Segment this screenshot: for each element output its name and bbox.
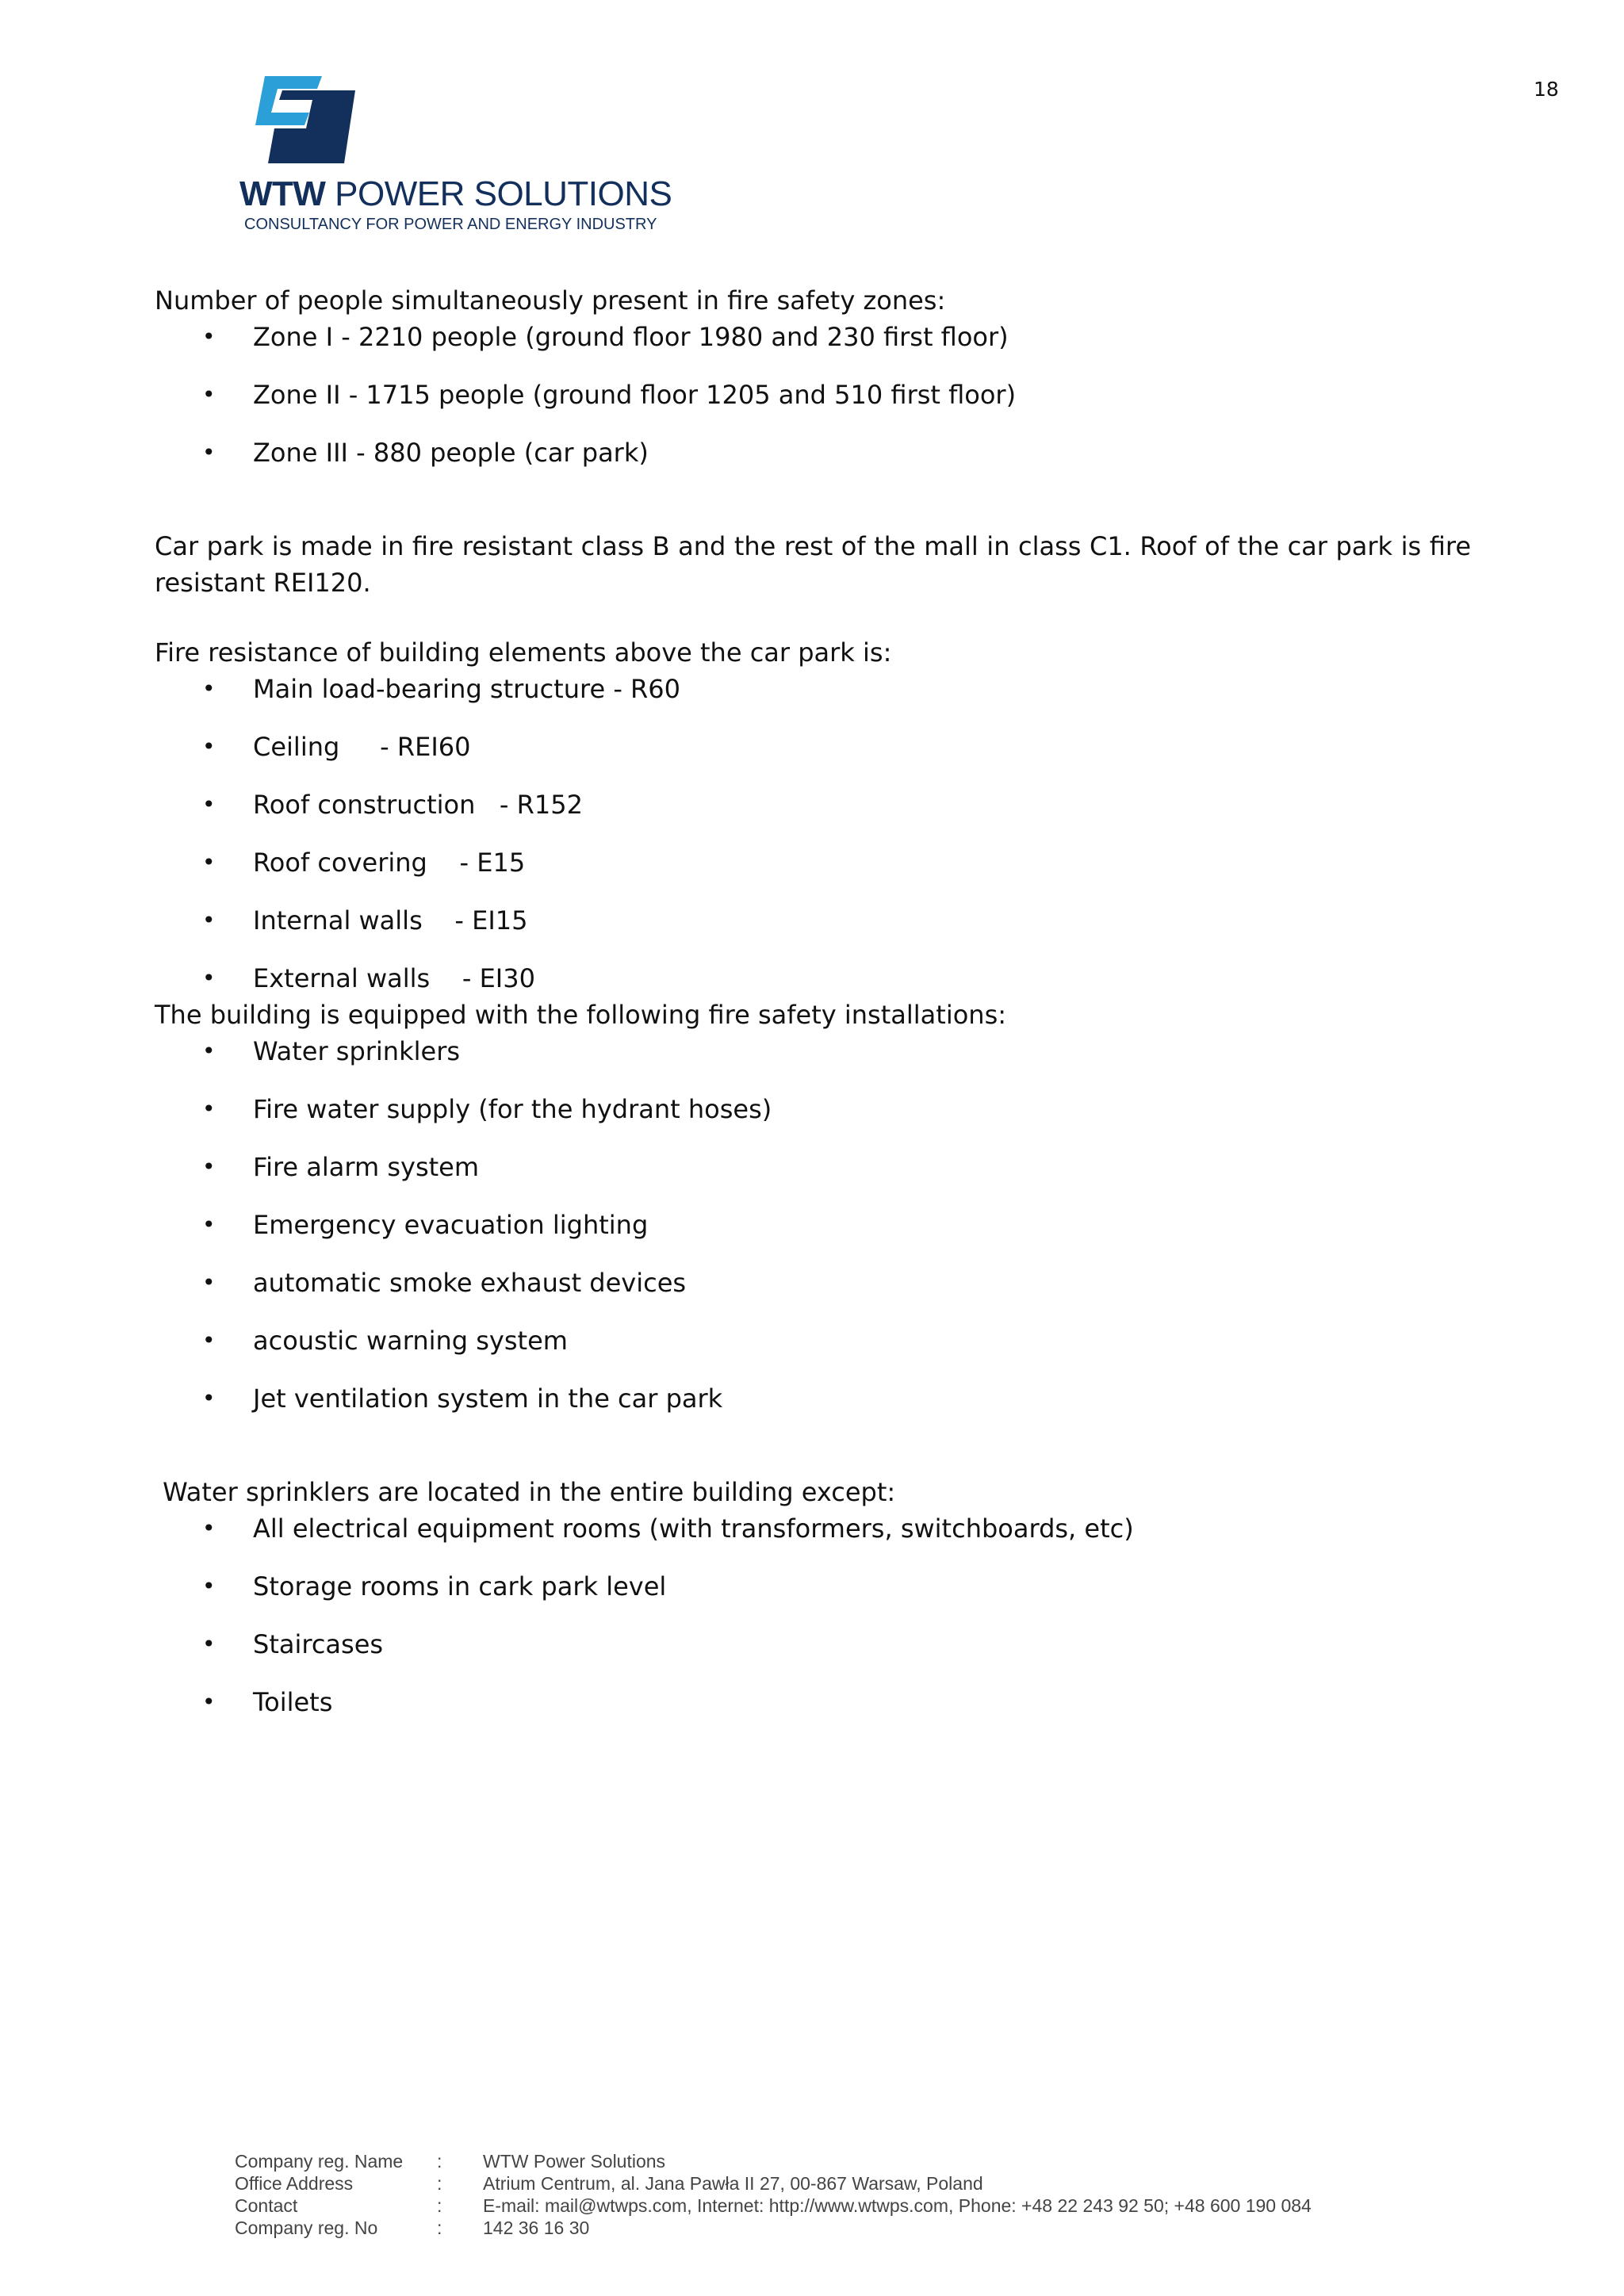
bullet-icon: • [202,1096,216,1122]
bullet-icon: • [202,907,216,933]
footer-colon: : [437,2218,442,2238]
bullet-icon: • [202,1038,216,1064]
list-item: • acoustic warning system [155,1322,1471,1359]
page-number: 18 [1534,78,1559,101]
bullet-icon: • [202,1385,216,1411]
company-logo [239,76,684,235]
footer-row [235,2195,1312,2217]
list-item: • Fire alarm system [155,1149,1471,1185]
footer-colon: : [437,2195,442,2216]
list-item: • Roof construction - R152 [155,786,1471,823]
footer-label: Company reg. No [235,2218,378,2238]
footer-value: 142 36 16 30 [483,2218,590,2238]
bullet-icon: • [202,381,216,408]
list-item: • Fire water supply (for the hydrant hoses) [155,1091,1471,1127]
list-item: • Internal walls - EI15 [155,902,1471,939]
bullet-list [155,1033,1471,1417]
list-item: • All electrical equipment rooms (with transformers, switchboards, etc) [155,1510,1471,1547]
bullet-icon: • [202,439,216,465]
bullet-icon: • [202,965,216,991]
bullet-icon: • [202,1515,216,1541]
bullet-icon: • [202,1573,216,1599]
list-item: • Water sprinklers [155,1033,1471,1070]
bullet-icon: • [202,1154,216,1180]
bullet-icon: • [202,733,216,760]
section-heading: The building is equipped with the following fire safety installations: [155,1000,1007,1030]
footer-value: Atrium Centrum, al. Jana Pawła II 27, 00-867 Warsaw, Poland [483,2173,983,2194]
footer-label: Contact [235,2195,298,2216]
bullet-icon: • [202,1689,216,1715]
footer-row [235,2217,1312,2239]
bullet-list [155,1510,1471,1720]
list-item: • Storage rooms in cark park level [155,1568,1471,1605]
list-item: • Ceiling - REI60 [155,729,1471,765]
list-item: • External walls - EI30 [155,960,1471,997]
bullet-list [155,319,1471,471]
list-item: • Zone III - 880 people (car park) [155,434,1471,471]
footer-row [235,2172,1312,2195]
page-footer [235,2150,1312,2239]
bullet-icon: • [202,675,216,702]
list-item: • Zone II - 1715 people (ground floor 1205 and 510 first floor) [155,377,1471,413]
document-body [155,282,1471,1720]
list-item: • Roof covering - E15 [155,844,1471,881]
logo-name: WTW POWER SOLUTIONS [239,174,672,213]
section-heading: Fire resistance of building elements above the car park is: [155,637,892,668]
footer-label: Company reg. Name [235,2151,404,2172]
list-item: • Jet ventilation system in the car park [155,1380,1471,1417]
paragraph: Car park is made in fire resistant class B and the rest of the mall in class C1. Roof of the car park is fire resistant REI120. [155,531,1471,598]
footer-label: Office Address [235,2173,354,2194]
section-heading: Number of people simultaneously present in fire safety zones: [155,285,946,316]
list-item: • Toilets [155,1684,1471,1720]
logo-tagline: CONSULTANCY FOR POWER AND ENERGY INDUSTRY [244,216,657,233]
bullet-icon: • [202,323,216,350]
footer-colon: : [437,2173,442,2194]
bullet-icon: • [202,849,216,875]
list-item: • Main load-bearing structure - R60 [155,671,1471,707]
logo-mark-icon [255,76,358,163]
bullet-list [155,671,1471,997]
bullet-icon: • [202,1211,216,1238]
list-item: • Emergency evacuation lighting [155,1207,1471,1243]
footer-value: WTW Power Solutions [483,2151,666,2172]
bullet-icon: • [202,1631,216,1657]
footer-colon: : [437,2151,442,2172]
bullet-icon: • [202,1327,216,1353]
list-item: • Staircases [155,1626,1471,1663]
bullet-icon: • [202,1269,216,1295]
footer-value: E-mail: mail@wtwps.com, Internet: http://www.wtwps.com, Phone: +48 22 243 92 50; +48 600 190 084 [483,2195,1312,2216]
section-heading: Water sprinklers are located in the entire building except: [155,1477,896,1507]
footer-row [235,2150,1312,2172]
bullet-icon: • [202,791,216,817]
list-item: • Zone I - 2210 people (ground floor 1980 and 230 first floor) [155,319,1471,355]
list-item: • automatic smoke exhaust devices [155,1265,1471,1301]
